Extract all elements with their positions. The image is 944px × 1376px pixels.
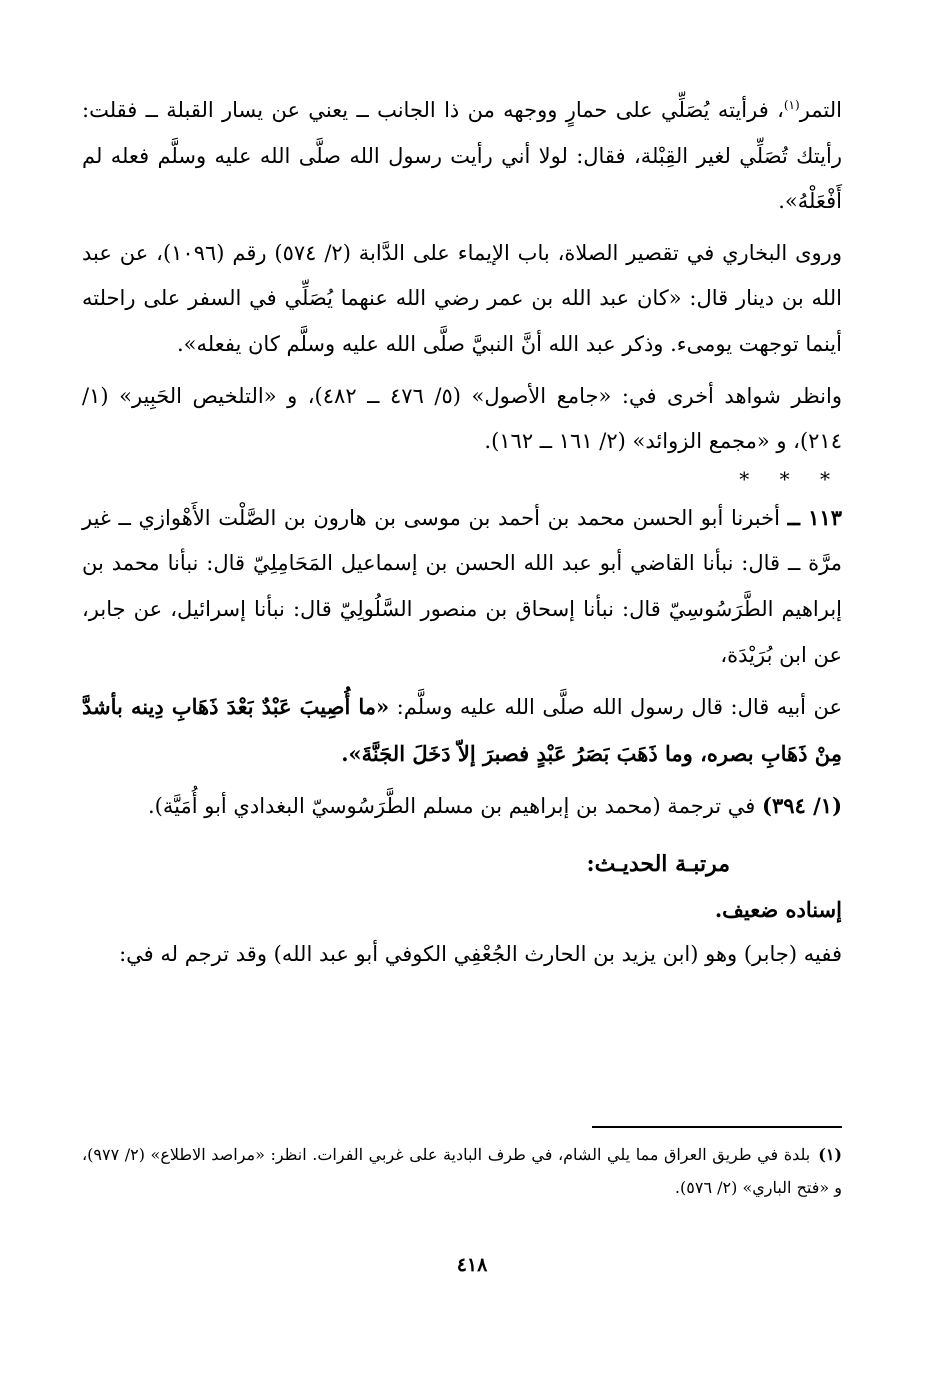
hadith-narration: عن أبيه قال: قال رسول الله صلَّى الله عليه وسلَّم:: [389, 695, 842, 720]
hadith-113-text: [82, 684, 842, 777]
hadith-113-chain: [82, 495, 842, 678]
hadith-quote: «ما أُصِيبَ عَبْدٌ بَعْدَ ذَهَابِ دِينه بأشدَّ مِنْ ذَهَابِ بصره، وما ذَهَبَ بَصَرُ عَبْدٍ فصبرَ إلاّ دَخَلَ الجَنَّةَ».: [82, 694, 842, 766]
reference-paragraph: [82, 783, 842, 830]
paragraph-2: وروى البخاري في تقصير الصلاة، باب الإيماء على الدَّابة (٢/ ٥٧٤) رقم (١٠٩٦)، عن عبد الله بن دينار قال: «كان عبد الله بن عمر رضي الله عنهما يُصَلِّي في السفر على راحلته أينما توجهت يومىء. وذكر عبد الله أنَّ النبيَّ صلَّى الله عليه وسلَّم كان يفعله».: [82, 240, 842, 356]
section-heading: مرتبـة الحديـث:: [586, 850, 730, 877]
paragraph-1: [82, 88, 842, 225]
reference-volume-page: (١/ ٣٩٤): [762, 793, 842, 819]
paragraph-1-rest: ، فرأيته يُصَلِّي على حمارٍ ووجهه من ذا الجانب ــ يعني عن يسار القبلة ــ فقلت: رأيتك تُصَلِّي لغير القِبْلة، فقال: لولا أني رأيت رسول الله صلَّى الله عليه وسلَّم فعله لم أَفْعَلْهُ».: [82, 98, 842, 214]
paragraph-1-start: التمر: [799, 98, 842, 122]
footnote-reference: (١): [783, 98, 800, 112]
page-number: ٤١٨: [456, 1254, 488, 1276]
main-text: [82, 88, 842, 984]
grading-text: إسناده ضعيف.: [714, 896, 842, 922]
footnotes: [82, 1138, 842, 1204]
section-separator: * * *: [739, 466, 842, 491]
paragraph-3: وانظر شواهد أخرى في: «جامع الأصول» (٥/ ٤٧٦ ــ ٤٨٢)، و «التلخيص الحَبِير» (١/ ٢١٤)، و «مجمع الزوائد» (٢/ ١٦١ ــ ١٦٢).: [82, 383, 842, 454]
paragraph-7: ففيه (جابر) وهو (ابن يزيد بن الحارث الجُعْفِي الكوفي أبو عبد الله) وقد ترجم له في:: [119, 941, 842, 966]
hadith-chain-text: أخبرنا أبو الحسن محمد بن أحمد بن موسى بن هارون بن الصَّلْت الأَهْوازي ــ غير مرَّة ــ قال: نبأنا القاضي أبو عبد الله الحسن بن إسماعيل المَحَامِلِيّ قال: نبأنا محمد بن إبراهيم الطَّرَسُوسِيّ قال: نبأنا إسحاق بن منصور السَّلُولِيّ قال: نبأنا إسرائيل، عن جابر، عن ابن بُرَيْدَة،: [82, 505, 842, 667]
hadith-number: ١١٣ ــ: [787, 504, 842, 530]
footnote-text: بلدة في طريق العراق مما يلي الشام، في طرف البادية على غربي الفرات. انظر: «مراصد الاطلاع» (٢/ ٩٧٧)، و «فتح الباري» (٢/ ٥٧٦).: [82, 1145, 842, 1197]
footnote-number: (١): [818, 1145, 842, 1164]
footnote-divider: [592, 1126, 842, 1128]
reference-text: في ترجمة (محمد بن إبراهيم بن مسلم الطَّرَسُوسيّ البغدادي أبو أُمَيَّة).: [148, 794, 763, 819]
